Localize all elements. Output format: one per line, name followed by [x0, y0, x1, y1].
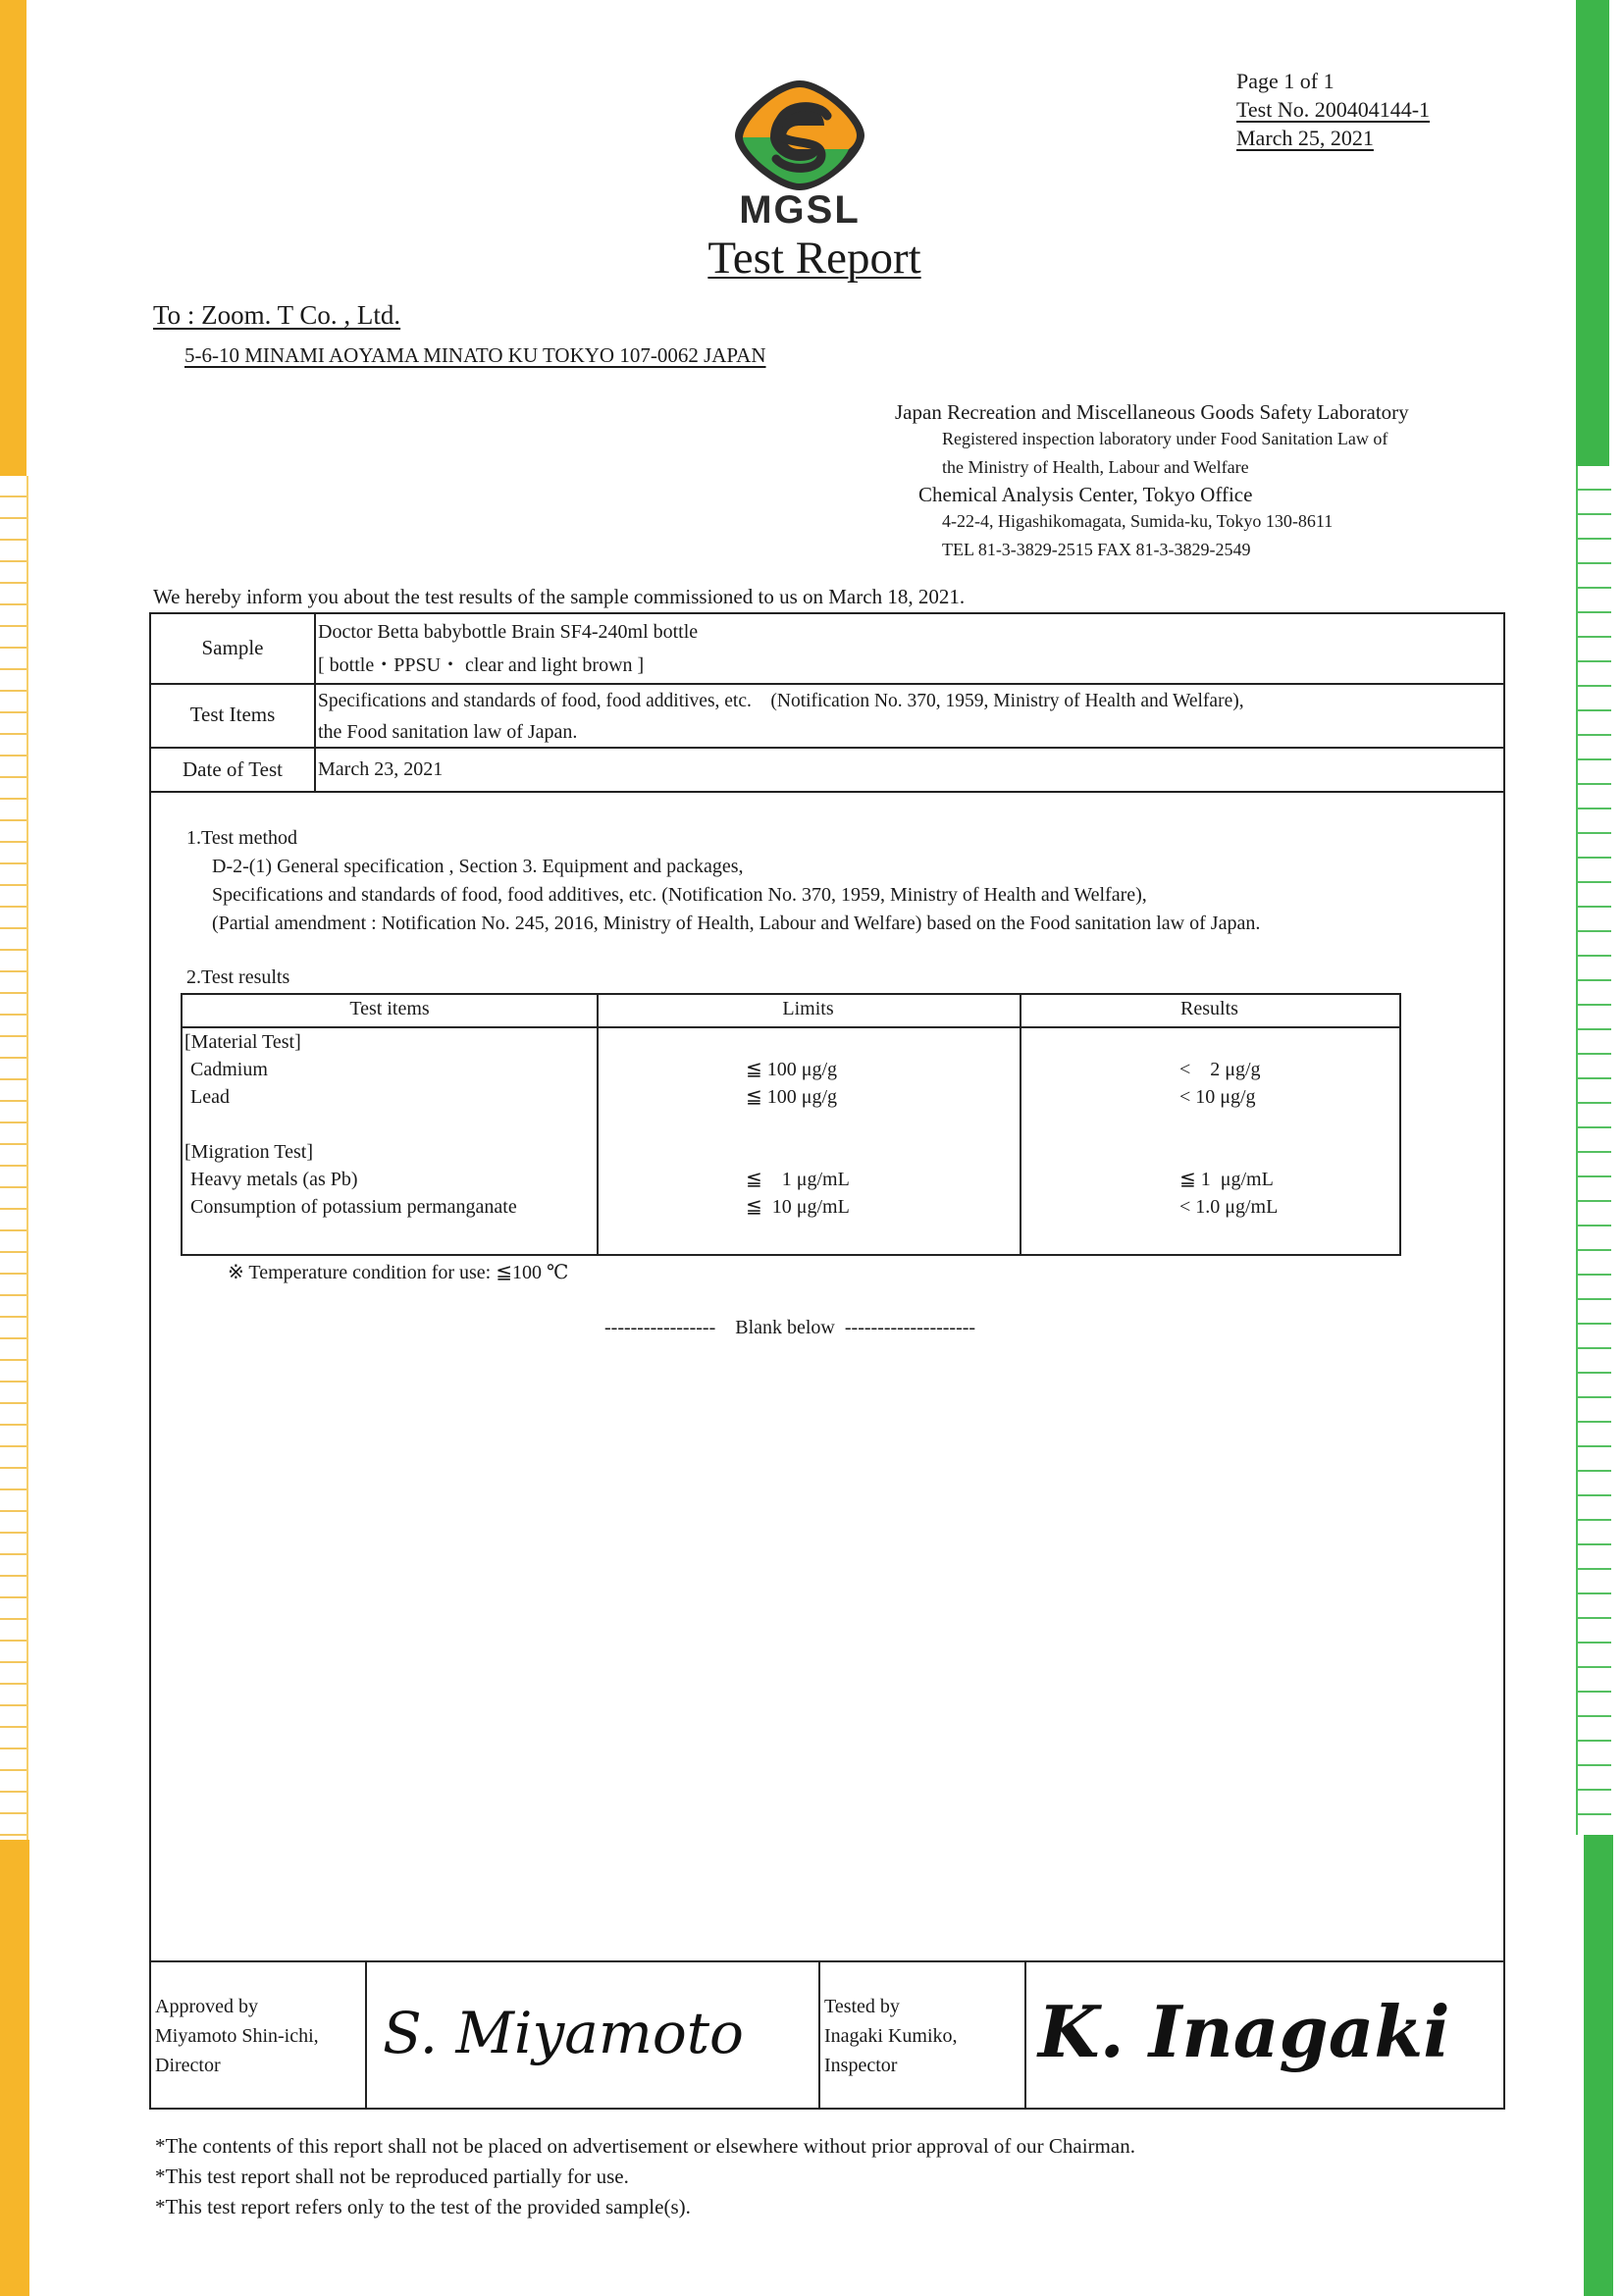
date-of-test-value: March 23, 2021 [318, 758, 444, 780]
method-line-2: Specifications and standards of food, food additives, etc. (Notification No. 370, 1959, Ministry of Health and Welfare), [212, 884, 1147, 906]
sample-line-1: Doctor Betta babybottle Brain SF4-240ml bottle [318, 621, 699, 643]
table-row-result: < 1.0 μg/mL [1179, 1196, 1279, 1218]
approver-role: Director [155, 2055, 221, 2076]
table-row-result: < 2 μg/g [1179, 1059, 1261, 1080]
test-items-line-1: Specifications and standards of food, food additives, etc. (Notification No. 370, 1959, Ministry of Health and Welfare), [318, 691, 1244, 711]
method-line-1: D-2-(1) General specification , Section 3. Equipment and packages, [212, 856, 744, 877]
column-header-results: Results [1180, 998, 1238, 1019]
lab-address: 4-22-4, Higashikomagata, Sumida-ku, Tokyo 130-8611 [942, 511, 1334, 531]
test-items-line-2: the Food sanitation law of Japan. [318, 721, 578, 743]
lab-name: Japan Recreation and Miscellaneous Goods Safety Laboratory [895, 400, 1409, 424]
left-orange-stripe [0, 0, 26, 476]
footnotes [155, 2131, 1135, 2222]
approver-signature: S. Miyamoto [383, 2000, 744, 2066]
footnote: *This test report shall not be reproduced partially for use. [155, 2165, 629, 2188]
logo-wordmark: MGSL [739, 188, 861, 232]
temperature-note: ※ Temperature condition for use: ≦100 ℃ [228, 1262, 569, 1283]
intro-text: We hereby inform you about the test results of the sample commissioned to us on March 18, 2021. [153, 585, 966, 608]
mgsl-logo-icon [731, 77, 868, 194]
column-divider [1020, 995, 1021, 1254]
report-meta [1236, 67, 1430, 152]
date-of-test-label: Date of Test [183, 757, 283, 781]
results-heading: 2.Test results [186, 966, 290, 988]
tester-role: Inspector [824, 2055, 898, 2076]
divider [314, 614, 316, 791]
group-title-material: [Material Test] [184, 1031, 301, 1053]
report-frame [149, 612, 1505, 2110]
sample-line-2: [ bottle・PPSU・ clear and light brown ] [318, 654, 645, 676]
results-table [181, 993, 1401, 1256]
left-tick-marks [0, 476, 28, 1840]
table-row-limit: ≦ 100 μg/g [746, 1059, 838, 1080]
table-row-item: Cadmium [190, 1059, 268, 1080]
method-heading: 1.Test method [186, 827, 298, 849]
header-divider [183, 1026, 1399, 1028]
report-date: March 25, 2021 [1236, 126, 1374, 150]
table-row-item: Consumption of potassium permanganate [190, 1196, 517, 1218]
table-row-limit: ≦ 100 μg/g [746, 1086, 838, 1108]
lab-registration-2: the Ministry of Health, Labour and Welfare [942, 457, 1249, 477]
recipient-name: To : Zoom. T Co. , Ltd. [153, 300, 401, 330]
method-line-3: (Partial amendment : Notification No. 245, 2016, Ministry of Health, Labour and Welfare) based on the Food sanitation law of Japan. [212, 913, 1261, 934]
divider [151, 1960, 1503, 1962]
lab-contact: TEL 81-3-3829-2515 FAX 81-3-3829-2549 [942, 540, 1251, 559]
page-number: Page 1 of 1 [1236, 69, 1335, 93]
table-row-item: Lead [190, 1086, 230, 1108]
footnote: *This test report refers only to the test of the provided sample(s). [155, 2195, 691, 2218]
laboratory-info [895, 400, 1484, 564]
right-green-stripe-bottom [1584, 1835, 1613, 2296]
lab-office: Chemical Analysis Center, Tokyo Office [918, 483, 1253, 506]
test-items-label: Test Items [189, 703, 276, 726]
tested-by-title: Tested by [824, 1996, 900, 2017]
column-header-limits: Limits [782, 998, 834, 1019]
group-title-migration: [Migration Test] [184, 1141, 313, 1163]
divider [1024, 1960, 1026, 2110]
sample-label: Sample [201, 636, 264, 659]
tested-by-label [824, 1992, 958, 2080]
blank-below-marker: ----------------- Blank below -------------------- [604, 1317, 976, 1338]
table-row-item: Heavy metals (as Pb) [190, 1169, 358, 1190]
tester-signature: K. Inagaki [1038, 1990, 1450, 2073]
right-green-stripe [1576, 0, 1609, 466]
right-tick-marks [1576, 466, 1611, 1835]
approved-by-title: Approved by [155, 1996, 258, 2017]
table-row-result: ≦ 1 μg/mL [1179, 1169, 1274, 1190]
page-title: Test Report [707, 233, 921, 284]
column-header-items: Test items [349, 998, 430, 1019]
approved-by-label [155, 1992, 319, 2080]
divider [151, 791, 1503, 793]
footnote: *The contents of this report shall not be placed on advertisement or elsewhere without prior approval of our Chairman. [155, 2134, 1135, 2158]
recipient-address: 5-6-10 MINAMI AOYAMA MINATO KU TOKYO 107-0062 JAPAN [184, 343, 766, 367]
table-row-result: < 10 μg/g [1179, 1086, 1256, 1108]
column-divider [597, 995, 599, 1254]
lab-registration-1: Registered inspection laboratory under Food Sanitation Law of [942, 429, 1388, 448]
test-number: Test No. 200404144-1 [1236, 97, 1431, 122]
approver-name: Miyamoto Shin-ichi, [155, 2025, 319, 2047]
table-row-limit: ≦ 1 μg/mL [746, 1169, 850, 1190]
left-orange-stripe-bottom [0, 1840, 29, 2296]
table-row-limit: ≦ 10 μg/mL [746, 1196, 850, 1218]
divider [818, 1960, 820, 2110]
divider [365, 1960, 367, 2110]
tester-name: Inagaki Kumiko, [824, 2025, 958, 2047]
